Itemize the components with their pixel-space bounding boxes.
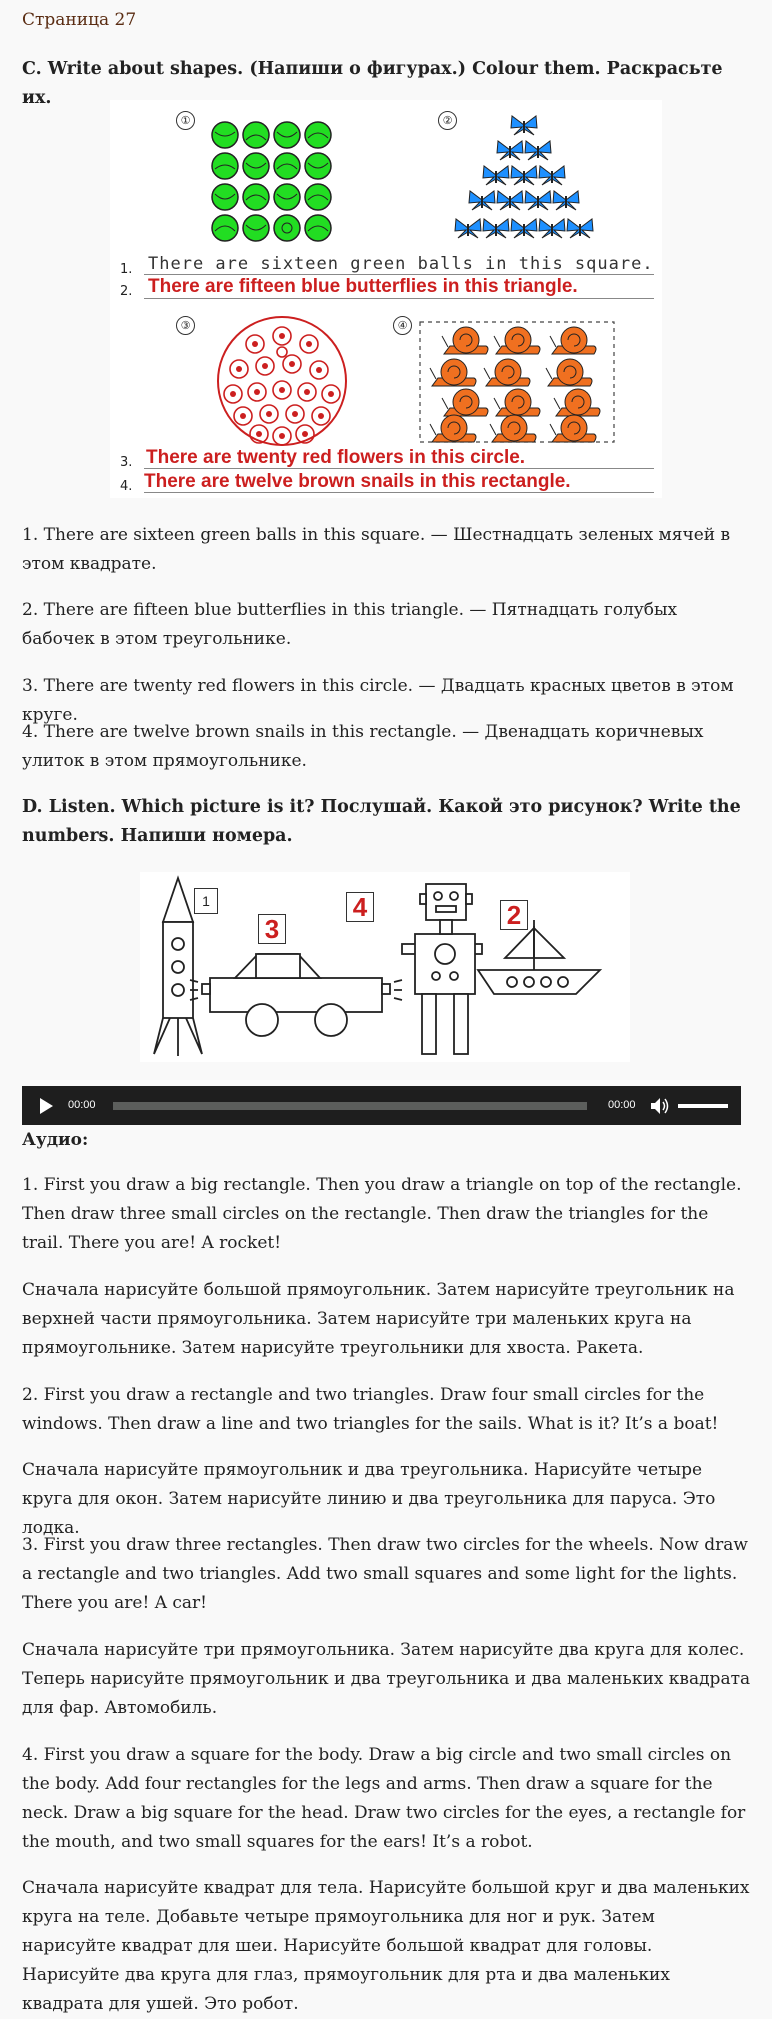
marker-2-icon: ②: [438, 111, 457, 130]
audio-player: [22, 1086, 741, 1125]
audio-paragraph-3-ru: Сначала нарисуйте три прямоугольника. Затем нарисуйте два круга для колес. Теперь нарисуйте прямоугольник и два треугольника и два маленьких квадрата для фар. Автомобиль.: [22, 1640, 751, 1718]
current-time: 00:00: [68, 1099, 96, 1111]
duration: 00:00: [608, 1099, 636, 1111]
audio-label: Аудио:: [22, 1130, 89, 1150]
audio-paragraph-2-ru: Сначала нарисуйте прямоугольник и два треугольника. Нарисуйте четыре круга для окон. Затем нарисуйте линию и два треугольника для паруса. Это лодка.: [22, 1460, 716, 1538]
audio-paragraph-2: 2. First you draw a rectangle and two triangles. Draw four small circles for the windows. Then draw a line and two triangles for the sails. What is it? It’s a boat!: [22, 1385, 719, 1434]
line-number-2: 2.: [120, 284, 133, 299]
robot-number-box: 4: [346, 892, 374, 922]
translation-1: 1. There are sixteen green balls in this square. — Шестнадцать зеленых мячей в этом квадрате.: [22, 525, 731, 574]
volume-icon[interactable]: [650, 1097, 670, 1115]
writing-line: [144, 298, 654, 299]
writing-line: [144, 274, 654, 275]
audio-paragraph-3: 3. First you draw three rectangles. Then draw two circles for the wheels. Now draw a rectangle and two triangles. Add two small squares and some light for the lights. There you are! A car!: [22, 1535, 748, 1613]
breadcrumb[interactable]: Страница 27: [22, 10, 137, 30]
section-c-heading: C. Write about shapes. (Напиши о фигурах.) Colour them. Раскрасьте их.: [22, 59, 723, 108]
audio-paragraph-4-ru: Сначала нарисуйте квадрат для тела. Нарисуйте большой круг и два маленьких круга на теле. Добавьте четыре прямоугольника для ног и рук. Затем нарисуйте квадрат для шеи. Нарисуйте большой квадрат для головы. Нарисуйте два круга для глаз, прямоугольник для рта и два маленьких квадрата для ушей. Это робот.: [22, 1878, 750, 2014]
translation-2: 2. There are fifteen blue butterflies in this triangle. — Пятнадцать голубых бабочек в этом треугольнике.: [22, 600, 678, 649]
audio-paragraph-1: 1. First you draw a big rectangle. Then you draw a triangle on top of the rectangle. Then draw three small circles on the rectangle. Then draw the triangles for the trail. There you are! A rocket!: [22, 1175, 742, 1253]
line-number-3: 3.: [120, 455, 133, 470]
answer-4-red: There are twelve brown snails in this rectangle.: [144, 471, 571, 492]
play-icon[interactable]: [38, 1097, 54, 1115]
translation-3: 3. There are twenty red flowers in this circle. — Двадцать красных цветов в этом круге.: [22, 676, 734, 725]
audio-paragraph-1-ru: Сначала нарисуйте большой прямоугольник. Затем нарисуйте треугольник на верхней части прямоугольника. Затем нарисуйте три маленьких круга на прямоугольнике. Затем нарисуйте треугольники для хвоста. Ракета.: [22, 1280, 735, 1358]
answer-3-red: There are twenty red flowers in this circle.: [146, 447, 526, 468]
marker-4-icon: ④: [393, 316, 412, 335]
rocket-number-box: 1: [194, 888, 218, 914]
boat-number-box: 2: [500, 900, 528, 930]
writing-line: [144, 492, 654, 493]
marker-3-icon: ③: [176, 316, 195, 335]
section-d-heading: D. Listen. Which picture is it? Послушай. Какой это рисунок? Write the numbers. Напиши номера.: [22, 797, 741, 846]
blue-butterflies-picture: [440, 108, 610, 248]
answer-2-red: There are fifteen blue butterflies in this triangle.: [148, 276, 578, 297]
translation-4: 4. There are twelve brown snails in this rectangle. — Двенадцать коричневых улиток в этом прямоугольнике.: [22, 722, 704, 771]
writing-line: [144, 468, 654, 469]
marker-1-icon: ①: [176, 111, 195, 130]
line-number-4: 4.: [120, 479, 133, 494]
answer-1-handwritten: There are sixteen green balls in this square.: [148, 254, 654, 274]
exercise-c-image: [110, 100, 662, 498]
orange-snails-picture: [418, 318, 618, 446]
line-number-1: 1.: [120, 262, 133, 277]
exercise-d-image: [140, 872, 630, 1062]
audio-paragraph-4: 4. First you draw a square for the body. Draw a big circle and two small circles on the body. Add four rectangles for the legs and arms. Then draw a square for the neck. Draw a big square for the head. Draw two circles for the eyes, a rectangle for the mouth, and two small squares for the ears! It’s a robot.: [22, 1745, 746, 1852]
car-number-box: 3: [258, 914, 286, 944]
progress-bar[interactable]: [113, 1102, 587, 1110]
green-balls-picture: [210, 120, 335, 245]
volume-slider[interactable]: [678, 1104, 728, 1108]
red-flowers-picture: [215, 314, 350, 449]
